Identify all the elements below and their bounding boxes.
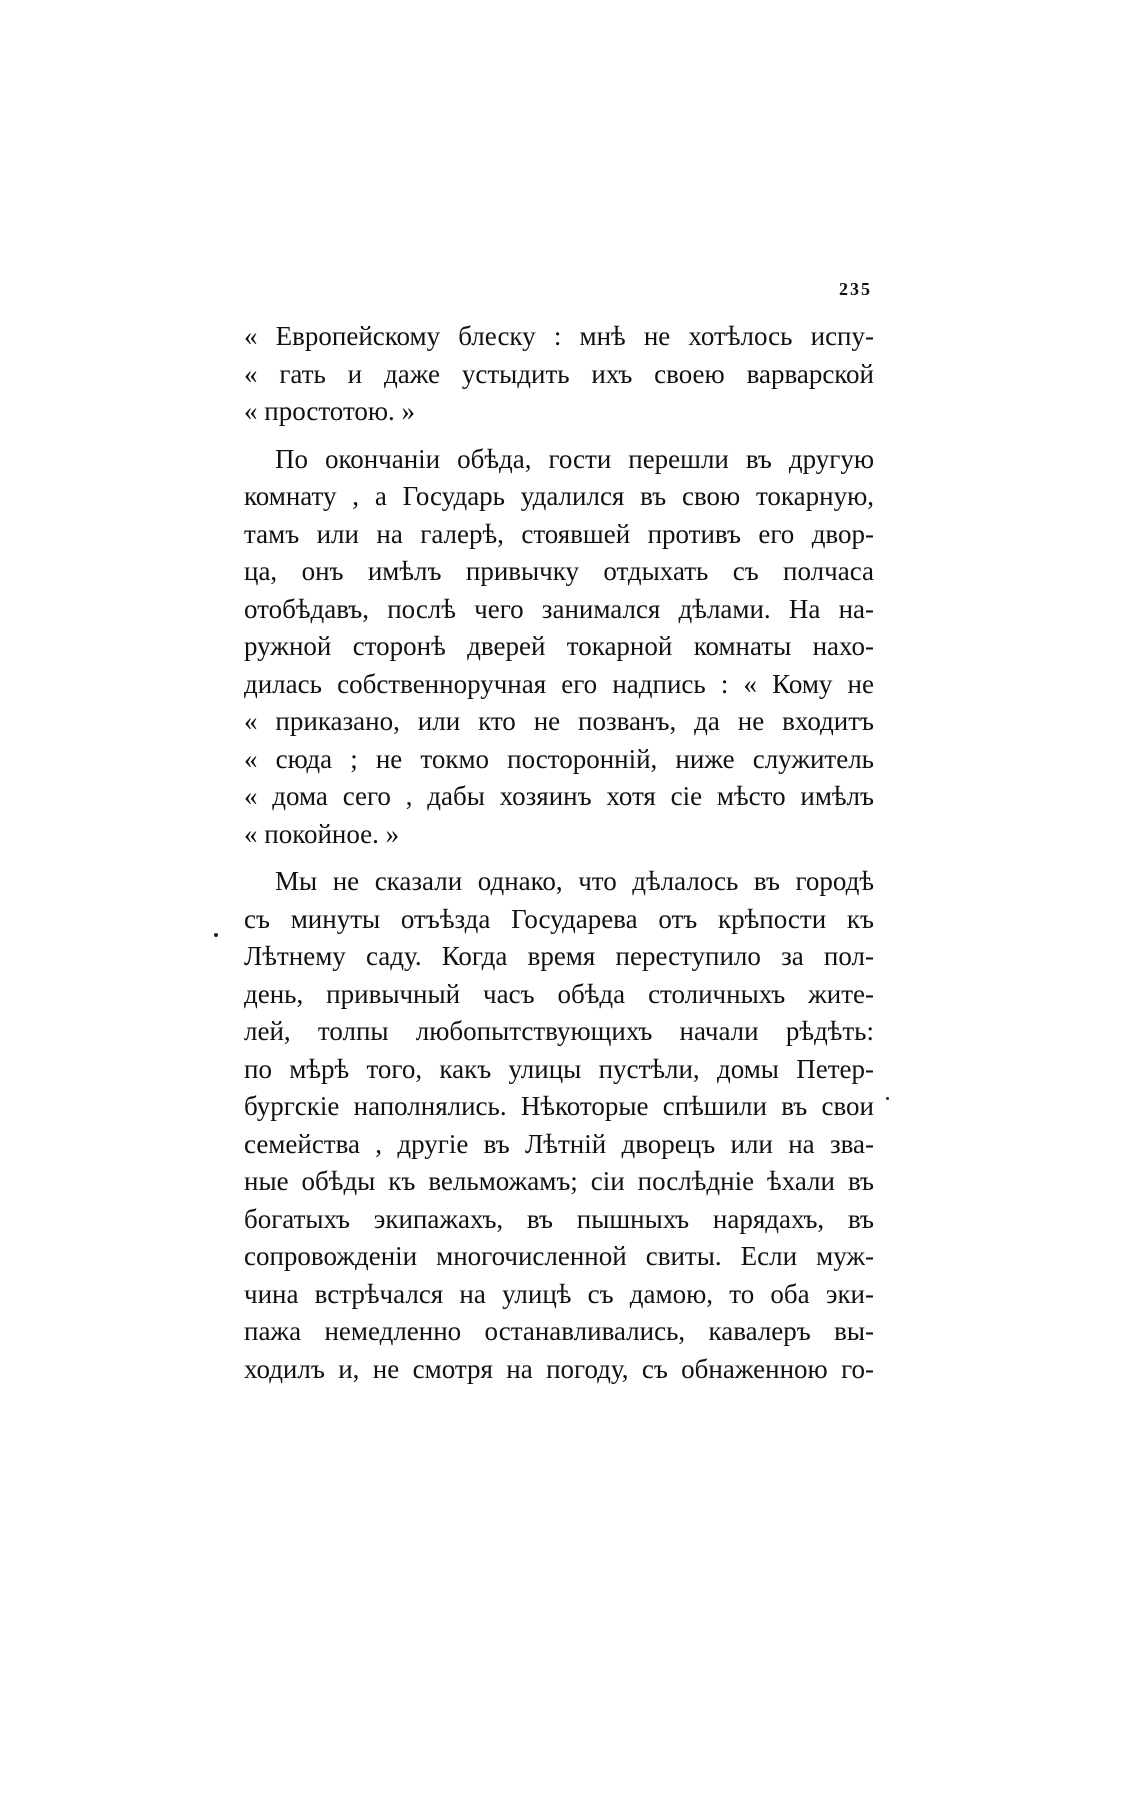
text-line: « сюда ; не токмо посторонній, ниже служитель [244, 743, 874, 774]
body-text [244, 318, 874, 1388]
text-line: « гать и даже устыдить ихъ своею варварской [244, 358, 874, 389]
text-line: ходилъ и, не смотря на погоду, съ обнаженною го- [244, 1353, 874, 1384]
text-line: съ минуты отъѣзда Государева отъ крѣпости къ [244, 903, 874, 934]
text-line: сопровожденіи многочисленной свиты. Если муж- [244, 1241, 874, 1271]
text-line: день, привычный часъ обѣда столичныхъ жите- [244, 978, 874, 1009]
text-line: « дома сего , дабы хозяинъ хотя сіе мѣсто имѣлъ [244, 781, 874, 811]
text-line: « Европейскому блеску : мнѣ не хотѣлось испу- [244, 321, 874, 351]
text-line: « покойное. » [244, 818, 400, 849]
paragraph-gap [244, 431, 874, 441]
text-line: лей, толпы любопытствующихъ начали рѣдѣть: [244, 1016, 874, 1046]
text-line: дилась собственноручная его надпись : « Кому не [244, 668, 874, 699]
paragraph-gap [244, 853, 874, 863]
text-line: семейства , другіе въ Лѣтній дворецъ или на зва- [244, 1128, 874, 1159]
page-number: 235 [839, 279, 872, 299]
text-line: По окончаніи обѣда, гости перешли въ другую [275, 443, 874, 474]
text-line: « простотою. » [244, 396, 416, 426]
text-line: Лѣтнему саду. Когда время переступило за пол- [244, 941, 874, 971]
text-line: отобѣдавъ, послѣ чего занимался дѣлами. На на- [244, 593, 874, 624]
text-line: ные обѣды къ вельможамъ; сіи послѣдніе ѣхали въ [244, 1166, 874, 1196]
text-line: бургскіе наполнялись. Нѣкоторые спѣшили въ свои [244, 1091, 874, 1121]
paragraph-3 [244, 863, 874, 1388]
paragraph-2 [244, 441, 874, 854]
text-line: чина встрѣчался на улицѣ съ дамою, то оба эки- [244, 1278, 874, 1309]
scan-speck [886, 1097, 889, 1100]
text-line: богатыхъ экипажахъ, въ пышныхъ нарядахъ, въ [244, 1203, 874, 1234]
text-line: по мѣрѣ того, какъ улицы пустѣли, домы Петер- [244, 1053, 874, 1084]
paragraph-1 [244, 318, 874, 431]
text-line: комнату , а Государь удалился въ свою токарную, [244, 481, 874, 511]
text-line: ружной сторонѣ дверей токарной комнаты нахо- [244, 631, 874, 661]
text-line: тамъ или на галерѣ, стоявшей противъ его двор- [244, 518, 874, 549]
text-line: ца, онъ имѣлъ привычку отдыхать съ полчаса [244, 556, 874, 586]
text-line: пажа немедленно останавливались, кавалеръ вы- [244, 1316, 874, 1346]
text-line: Мы не сказали однако, что дѣлалось въ городѣ [275, 866, 874, 896]
text-line: « приказано, или кто не позванъ, да не входитъ [244, 706, 874, 736]
scan-speck [214, 933, 218, 937]
